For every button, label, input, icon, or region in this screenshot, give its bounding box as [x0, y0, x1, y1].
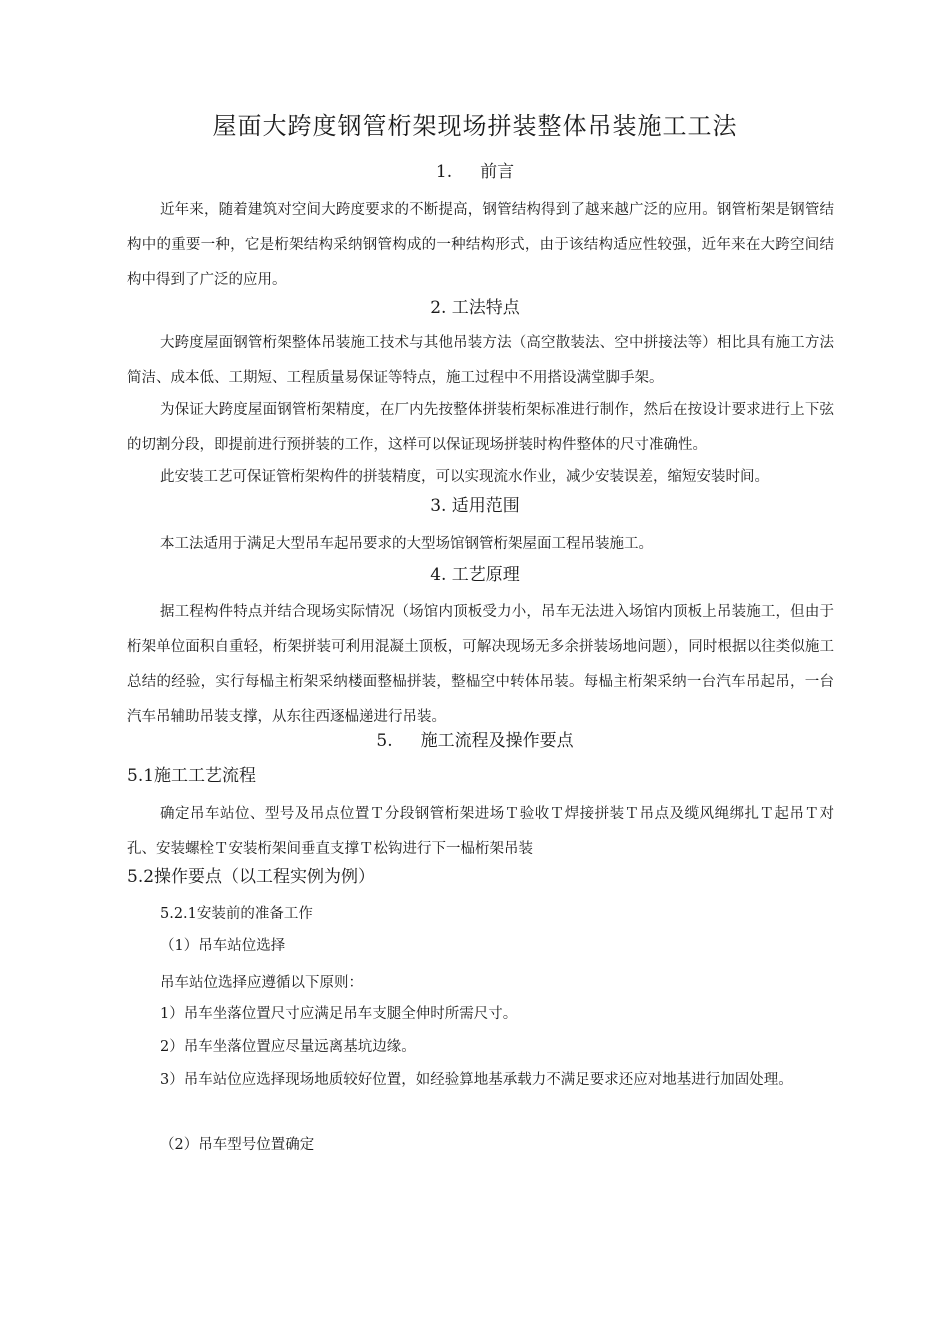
section-heading-1 — [0, 158, 950, 186]
section-label: 前言 — [480, 162, 515, 182]
principle-1: 1）吊车坐落位置尺寸应满足吊车支腿全伸时所需尺寸。 — [160, 1006, 518, 1022]
subsection-heading-5-2: 5.2操作要点（以工程实例为例） — [127, 867, 376, 887]
paragraph-features-1: 大跨度屋面钢管桁架整体吊装施工技术与其他吊装方法（高空散装法、空中拼接法等）相比具有施工方法简洁、成本低、工期短、工程质量易保证等特点，施工过程中不用搭设满堂脚手架。 — [127, 335, 834, 386]
principles-intro: 吊车站位选择应遵循以下原则： — [160, 975, 363, 991]
section-number: 1. — [435, 162, 453, 182]
paragraph-features-2: 为保证大跨度屋面钢管桁架精度，在厂内先按整体拼装桁架标准进行制作，然后在按设计要求进行上下弦的切割分段，即提前进行预拼装的工作，这样可以保证现场拼装时构件整体的尺寸准确性。 — [127, 402, 834, 453]
paragraph-process-flow: 确定吊车站位、型号及吊点位置Ｔ分段钢管桁架进场Ｔ验收Ｔ焊接拼装Ｔ吊点及缆风绳绑扎Ｔ起吊Ｔ对孔、安装螺栓Ｔ安装桁架间垂直支撑Ｔ松钩进行下一榀桁架吊装 — [127, 806, 834, 857]
section-number: 5. — [376, 731, 393, 751]
paragraph-preface: 近年来，随着建筑对空间大跨度要求的不断提高，钢管结构得到了越来越广泛的应用。钢管桁架是钢管结构中的重要一种，它是桁架结构采纳钢管构成的一种结构形式，由于该结构适应性较强，近年来在大跨空间结构中得到了广泛的应用。 — [127, 202, 834, 288]
subsection-heading-5-2-1: 5.2.1安装前的准备工作 — [160, 906, 313, 922]
paragraph-features-3: 此安装工艺可保证管桁架构件的拼装精度，可以实现流水作业，减少安装误差，缩短安装时间。 — [160, 469, 769, 485]
principle-2: 2）吊车坐落位置应尽量远离基坑边缘。 — [160, 1039, 416, 1055]
section-heading-3: 3. 适用范围 — [430, 496, 520, 516]
document-title: 屋面大跨度钢管桁架现场拼装整体吊装施工工法 — [212, 112, 738, 140]
item-crane-model: （2）吊车型号位置确定 — [160, 1137, 315, 1153]
paragraph-scope: 本工法适用于满足大型吊车起吊要求的大型场馆钢管桁架屋面工程吊装施工。 — [160, 536, 653, 552]
paragraph-principle: 据工程构件特点并结合现场实际情况（场馆内顶板受力小，吊车无法进入场馆内顶板上吊装施工，但由于桁架单位面积自重轻，桁架拼装可利用混凝土顶板，可解决现场无多余拼装场地问题），同时根据以往类似施工总结的经验，实行每榀主桁架采纳楼面整榀拼装，整榀空中转体吊装。每榀主桁架采纳一台汽车吊起吊，一台汽车吊辅助吊装支撑，从东往西逐榀递进行吊装。 — [127, 604, 834, 725]
section-label: 施工流程及操作要点 — [420, 731, 574, 751]
section-heading-4: 4. 工艺原理 — [430, 565, 520, 585]
item-crane-position: （1）吊车站位选择 — [160, 938, 286, 954]
section-heading-2: 2. 工法特点 — [430, 298, 520, 318]
subsection-heading-5-1: 5.1施工工艺流程 — [127, 766, 257, 786]
principle-3: 3）吊车站位应选择现场地质较好位置，如经验算地基承载力不满足要求还应对地基进行加固处理。 — [160, 1072, 793, 1088]
section-heading-5 — [0, 727, 950, 755]
